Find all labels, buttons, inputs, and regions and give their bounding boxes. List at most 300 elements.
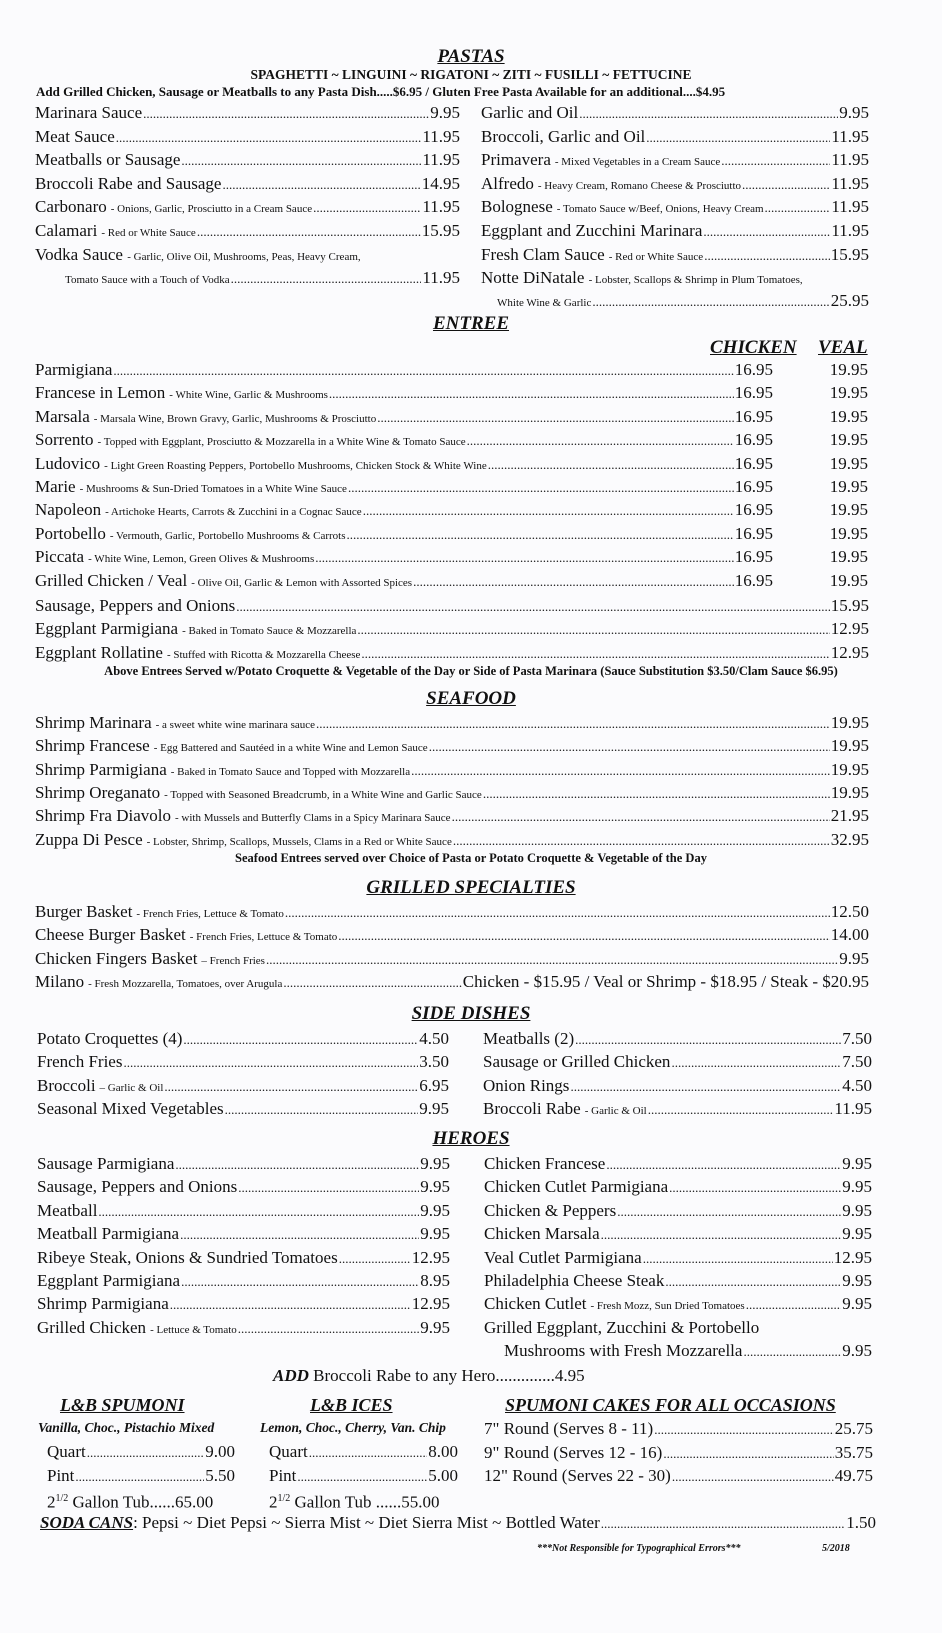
leader-dots xyxy=(181,148,421,173)
item-desc: - Baked in Tomato Sauce and Topped with Mozzarella xyxy=(170,765,411,778)
menu-item-row xyxy=(37,1199,450,1223)
item-name: Shrimp Oreganato xyxy=(35,782,161,802)
item-price: 9.95 xyxy=(420,1177,450,1197)
menu-item-row xyxy=(47,1440,235,1464)
menu-item-row xyxy=(35,923,869,947)
item-name: Pint xyxy=(269,1465,297,1485)
leader-dots xyxy=(266,947,838,972)
menu-item-row xyxy=(35,125,460,149)
leader-dots xyxy=(339,1246,411,1271)
item-price: 16.95 xyxy=(734,477,773,496)
veal-price: 19.95 xyxy=(829,383,868,403)
item-price: 16.95 xyxy=(734,570,773,590)
menu-item-row xyxy=(484,1175,872,1199)
item-name: Meatballs or Sausage xyxy=(35,150,181,170)
add-broccoli-rabe-note xyxy=(273,1364,585,1388)
leader-dots xyxy=(704,243,830,268)
veal-column-header: VEAL xyxy=(818,337,868,358)
item-price: 12.95 xyxy=(830,619,869,639)
item-name: Chicken Cutlet Parmigiana xyxy=(484,1177,669,1197)
menu-item-row xyxy=(484,1417,873,1441)
seafood-title: SEAFOOD xyxy=(426,688,516,709)
menu-item-row xyxy=(35,617,869,641)
soda-price: 1.50 xyxy=(846,1513,876,1532)
menu-item-row xyxy=(483,1050,872,1074)
item-price: 7.50 xyxy=(842,1052,872,1072)
item-desc: - Marsala Wine, Brown Gravy, Garlic, Mushrooms & Prosciutto xyxy=(93,412,377,425)
leader-dots xyxy=(452,804,830,829)
leader-dots xyxy=(646,125,830,150)
item-price: 11.95 xyxy=(422,150,460,170)
item-price: 4.50 xyxy=(419,1029,449,1048)
menu-item-row xyxy=(484,1292,872,1316)
leader-dots xyxy=(665,1269,841,1294)
leader-dots xyxy=(411,758,830,783)
item-price: 5.50 xyxy=(205,1465,235,1485)
spumoni-title: L&B SPUMONI xyxy=(60,1395,185,1415)
leader-dots xyxy=(123,1050,418,1075)
item-name: Francese in Lemon xyxy=(35,383,166,403)
item-name: 7" Round (Serves 8 - 11) xyxy=(484,1419,654,1438)
leader-dots xyxy=(579,101,838,126)
spumoni-flavors: Vanilla, Choc., Pistachio Mixed xyxy=(38,1420,215,1435)
leader-dots xyxy=(164,1074,418,1099)
leader-dots xyxy=(721,148,830,173)
item-name: Meatballs (2) xyxy=(483,1029,575,1048)
menu-item-row xyxy=(37,1292,450,1316)
leader-dots xyxy=(671,1050,841,1075)
item-desc: White Wine & Garlic xyxy=(497,297,592,309)
pastas-title: PASTAS xyxy=(437,46,505,67)
menu-item-row xyxy=(35,711,869,735)
menu-date: 5/2018 xyxy=(822,1543,850,1554)
item-name: Calamari xyxy=(35,221,98,240)
item-name: Fresh Clam Sauce xyxy=(481,244,605,264)
item-name: 9" Round (Serves 12 - 16) xyxy=(484,1442,663,1462)
disclaimer: ***Not Responsible for Typographical Errors*** xyxy=(537,1543,741,1554)
veal-price: 19.95 xyxy=(829,406,868,426)
item-price: 9.95 xyxy=(420,1154,450,1173)
item-price: 16.95 xyxy=(734,360,773,379)
item-name: Shrimp Fra Diavolo xyxy=(35,806,171,826)
item-desc: - a sweet white wine marinara sauce xyxy=(155,719,316,731)
item-desc: - Lettuce & Tomato xyxy=(150,1323,237,1336)
item-desc: - French Fries, Lettuce & Tomato xyxy=(136,908,284,920)
menu-item-row xyxy=(481,101,869,125)
ices-flavors: Lemon, Choc., Cherry, Van. Chip xyxy=(260,1420,446,1435)
grilled-title: GRILLED SPECIALTIES xyxy=(366,877,576,898)
item-name: Grilled Chicken xyxy=(37,1317,147,1337)
item-price: 9.95 xyxy=(420,1224,450,1244)
item-name: Pint xyxy=(47,1465,75,1485)
item-name: Grilled Chicken / Veal xyxy=(35,570,188,590)
item-price: 15.95 xyxy=(830,596,869,615)
item-desc: - Topped with Seasoned Breadcrumb, in a White Wine and Garlic Sauce xyxy=(164,788,482,801)
menu-item-row xyxy=(35,522,773,546)
item-price: 12.95 xyxy=(411,1247,450,1267)
item-price: 16.95 xyxy=(734,406,773,426)
item-price: 11.95 xyxy=(831,221,869,240)
item-name: Garlic and Oil xyxy=(481,103,579,122)
item-desc: – French Fries xyxy=(201,954,265,967)
menu-item-row xyxy=(37,1050,449,1074)
grilled-eggplant-hero-line2 xyxy=(504,1339,872,1363)
cakes-title: SPUMONI CAKES FOR ALL OCCASIONS xyxy=(505,1395,836,1415)
leader-dots xyxy=(765,195,831,220)
item-desc: - Vermouth, Garlic, Portobello Mushrooms & Carrots xyxy=(109,529,346,542)
item-name: Broccoli xyxy=(37,1075,96,1095)
item-price: 9.00 xyxy=(205,1442,235,1461)
item-desc: - Olive Oil, Garlic & Lemon with Assorted Spices xyxy=(191,576,413,589)
item-price: 11.95 xyxy=(831,126,869,146)
item-desc: - Red or White Sauce xyxy=(101,227,196,239)
item-desc: - Fresh Mozzarella, Tomatoes, over Arugula xyxy=(88,977,283,990)
item-price: 9.95 xyxy=(842,1271,872,1290)
veal-price: 19.95 xyxy=(829,430,868,450)
item-desc: - Garlic & Oil xyxy=(584,1104,647,1117)
item-name: Zuppa Di Pesce xyxy=(35,829,143,849)
item-name: Potato Croquettes (4) xyxy=(37,1029,183,1048)
leader-dots xyxy=(236,594,830,619)
leader-dots xyxy=(180,1222,419,1247)
menu-item-row xyxy=(37,1097,449,1121)
add-word: ADD xyxy=(273,1366,309,1385)
item-price: 14.95 xyxy=(421,173,460,193)
leader-dots xyxy=(648,1097,834,1122)
menu-item-row xyxy=(35,405,773,429)
item-desc: - White Wine, Lemon, Green Olives & Mushrooms xyxy=(88,553,315,566)
item-price: 9.95 xyxy=(842,1294,872,1314)
leader-dots xyxy=(663,1441,833,1466)
menu-item-row xyxy=(35,641,869,665)
item-price: 16.95 xyxy=(734,383,773,403)
leader-dots xyxy=(742,172,830,197)
menu-item-row xyxy=(481,148,869,172)
item-price: 12.50 xyxy=(830,902,869,921)
leader-dots xyxy=(575,1027,841,1052)
item-desc: - Stuffed with Ricotta & Mozzarella Cheese xyxy=(166,648,361,661)
item-price: 9.95 xyxy=(839,948,869,968)
item-name: Chicken Cutlet xyxy=(484,1294,587,1314)
tub-rest: Gallon Tub ......55.00 xyxy=(294,1492,440,1512)
item-price: 14.00 xyxy=(830,925,869,945)
leader-dots xyxy=(377,405,734,430)
menu-item-row xyxy=(35,594,869,618)
item-price: 12.95 xyxy=(411,1294,450,1314)
menu-item-row xyxy=(269,1464,458,1488)
item-name: Marinara Sauce xyxy=(35,103,143,122)
item-name: Milano xyxy=(35,971,85,991)
item-desc: - Fresh Mozz, Sun Dried Tomatoes xyxy=(590,1300,745,1313)
item-name: Alfredo xyxy=(481,173,534,193)
item-price: 25.75 xyxy=(834,1419,873,1438)
menu-item-row xyxy=(483,1027,872,1051)
item-price: 19.95 xyxy=(830,736,869,756)
leader-dots xyxy=(483,781,830,806)
item-price: 8.00 xyxy=(428,1442,458,1461)
item-price: 9.95 xyxy=(842,1341,872,1360)
item-name: Veal Cutlet Parmigiana xyxy=(484,1247,642,1267)
item-price: 6.95 xyxy=(419,1075,449,1095)
entree-title: ENTREE xyxy=(432,313,510,334)
menu-item-row xyxy=(35,569,773,593)
item-name: Sausage, Peppers and Onions xyxy=(37,1177,238,1197)
item-name: Shrimp Parmigiana xyxy=(35,759,167,779)
item-name: Parmigiana xyxy=(35,360,113,379)
menu-item-row xyxy=(484,1199,872,1223)
item-desc: - Egg Battered and Sautéed in a white Wine and Lemon Sauce xyxy=(153,742,428,755)
menu-item-row xyxy=(37,1269,450,1293)
item-desc: - Tomato Sauce w/Beef, Onions, Heavy Cream xyxy=(556,203,764,216)
item-name: Sorrento xyxy=(35,430,94,450)
leader-dots xyxy=(315,545,734,570)
leader-dots xyxy=(238,1316,419,1341)
menu-item-row xyxy=(481,195,869,219)
leader-dots xyxy=(338,923,829,948)
leader-dots xyxy=(743,1339,841,1364)
item-price: 12.95 xyxy=(833,1247,872,1267)
item-name: Cheese Burger Basket xyxy=(35,925,186,945)
item-name: Bolognese xyxy=(481,197,553,217)
leader-dots xyxy=(98,1199,419,1224)
menu-item-row xyxy=(35,804,869,828)
item-desc: - Topped with Eggplant, Prosciutto & Mozzarella in a White Wine & Tomato Sauce xyxy=(97,436,466,449)
item-price: 11.95 xyxy=(831,150,869,170)
menu-item-row xyxy=(35,758,869,782)
item-name: Eggplant and Zucchini Marinara xyxy=(481,221,703,240)
item-price: 15.95 xyxy=(421,221,460,240)
item-price: Chicken - $15.95 / Veal or Shrimp - $18.95 / Steak - $20.95 xyxy=(462,971,869,991)
item-price: 32.95 xyxy=(830,829,869,849)
item-price: 11.95 xyxy=(422,268,460,287)
item-price: 16.95 xyxy=(734,547,773,567)
veal-price: 19.95 xyxy=(829,477,868,496)
item-price: 19.95 xyxy=(830,782,869,802)
leader-dots xyxy=(592,289,829,314)
soda-cans-row xyxy=(40,1511,876,1535)
add-rest: Broccoli Rabe to any Hero..............4.95 xyxy=(313,1366,585,1385)
item-name: Primavera xyxy=(481,150,551,170)
item-name: Shrimp Francese xyxy=(35,736,150,756)
menu-item-row xyxy=(35,734,869,758)
leader-dots xyxy=(113,358,733,383)
item-desc: - Red or White Sauce xyxy=(608,250,704,263)
item-price: 9.95 xyxy=(842,1200,872,1220)
leader-dots xyxy=(570,1074,841,1099)
leader-dots xyxy=(357,617,829,642)
item-price: 49.75 xyxy=(834,1466,873,1485)
item-price: 25.95 xyxy=(830,291,869,310)
item-price: 7.50 xyxy=(842,1029,872,1048)
item-desc: - Mushrooms & Sun-Dried Tomatoes in a White Wine Sauce xyxy=(79,483,347,495)
item-price: 9.95 xyxy=(430,103,460,122)
item-name: Portobello xyxy=(35,523,106,543)
leader-dots xyxy=(313,195,421,220)
soda-text: : Pepsi ~ Diet Pepsi ~ Sierra Mist ~ Diet Sierra Mist ~ Bottled Water xyxy=(133,1513,600,1532)
menu-item-row xyxy=(484,1441,873,1465)
leader-dots xyxy=(672,1464,834,1489)
leader-dots xyxy=(316,711,830,736)
item-price: 5.00 xyxy=(428,1465,458,1485)
leader-dots xyxy=(413,569,734,594)
item-name: Broccoli Rabe and Sausage xyxy=(35,173,222,193)
notte-dinatale-line2 xyxy=(497,289,869,313)
menu-item-row xyxy=(483,1097,872,1121)
menu-item-row xyxy=(35,452,773,476)
menu-item-row xyxy=(35,947,869,971)
item-price: 21.95 xyxy=(830,806,869,826)
item-price: 9.95 xyxy=(842,1177,872,1197)
item-name: Eggplant Rollatine xyxy=(35,642,163,662)
item-price: 19.95 xyxy=(830,759,869,779)
item-price: 16.95 xyxy=(734,430,773,450)
menu-item-row xyxy=(37,1074,449,1098)
item-name: Vodka Sauce xyxy=(35,245,123,264)
menu-item-row xyxy=(484,1152,872,1176)
item-name: French Fries xyxy=(37,1052,123,1072)
leader-dots xyxy=(197,219,421,244)
menu-item-row xyxy=(37,1152,450,1176)
item-price: 9.95 xyxy=(842,1154,872,1173)
leader-dots xyxy=(703,219,830,244)
item-price: 11.95 xyxy=(834,1098,872,1118)
item-name: Chicken Fingers Basket xyxy=(35,948,198,968)
menu-item-row xyxy=(37,1316,450,1340)
item-price: 4.50 xyxy=(842,1075,872,1095)
leader-dots xyxy=(222,172,420,197)
item-name: Notte DiNatale xyxy=(481,268,585,287)
item-price: 11.95 xyxy=(422,126,460,146)
item-price: 9.95 xyxy=(420,1317,450,1337)
chicken-column-header: CHICKEN xyxy=(710,337,797,358)
item-name: Meatball Parmigiana xyxy=(37,1224,180,1244)
menu-item-row xyxy=(37,1246,450,1270)
veal-price: 19.95 xyxy=(829,523,868,543)
leader-dots xyxy=(606,1152,841,1177)
leader-dots xyxy=(347,522,734,547)
item-desc: – Garlic & Oil xyxy=(99,1081,164,1094)
menu-item-row xyxy=(35,172,460,196)
item-price: 15.95 xyxy=(830,244,869,264)
menu-item-row xyxy=(37,1027,449,1051)
leader-dots xyxy=(601,1511,846,1536)
item-price: 8.95 xyxy=(420,1271,450,1290)
leader-dots xyxy=(297,1464,427,1489)
item-price: 9.95 xyxy=(839,103,869,122)
leader-dots xyxy=(453,828,830,853)
menu-item-row xyxy=(35,545,773,569)
leader-dots xyxy=(181,1269,419,1294)
item-price: 16.95 xyxy=(734,523,773,543)
menu-item-row xyxy=(37,1175,450,1199)
item-desc: - Garlic, Olive Oil, Mushrooms, Peas, Heavy Cream, xyxy=(127,251,361,263)
item-price: 19.95 xyxy=(830,713,869,732)
item-name: Onion Rings xyxy=(483,1075,570,1095)
menu-item-row xyxy=(35,781,869,805)
menu-item-row xyxy=(35,148,460,172)
leader-dots xyxy=(467,428,734,453)
leader-dots xyxy=(348,475,734,500)
item-name: Sausage Parmigiana xyxy=(37,1154,175,1173)
leader-dots xyxy=(238,1175,419,1200)
leader-dots xyxy=(329,381,734,406)
menu-item-row xyxy=(481,219,869,243)
leader-dots xyxy=(225,1097,419,1122)
item-desc: - Lobster, Scallops & Shrimp in Plum Tomatoes, xyxy=(588,274,803,286)
item-desc: - French Fries, Lettuce & Tomato xyxy=(189,931,338,944)
leader-dots xyxy=(746,1292,842,1317)
item-name: Shrimp Marinara xyxy=(35,713,152,732)
item-name: 12" Round (Serves 22 - 30) xyxy=(484,1466,671,1485)
item-desc: - Heavy Cream, Romano Cheese & Prosciutto xyxy=(537,179,742,192)
menu-item-row xyxy=(35,358,773,382)
leader-dots xyxy=(309,1440,428,1465)
grilled-eggplant-hero-line1: Grilled Eggplant, Zucchini & Portobello xyxy=(484,1318,760,1337)
item-name: Sausage or Grilled Chicken xyxy=(483,1052,671,1072)
item-name: Quart xyxy=(47,1442,86,1461)
menu-item-row xyxy=(481,172,869,196)
menu-item-row xyxy=(484,1222,872,1246)
item-name: Quart xyxy=(269,1442,308,1461)
item-price: 9.95 xyxy=(842,1224,872,1244)
veal-price: 19.95 xyxy=(829,500,868,520)
item-name: Piccata xyxy=(35,547,85,567)
veal-price: 19.95 xyxy=(829,570,868,590)
menu-item-row xyxy=(47,1464,235,1488)
tub-whole: 2 xyxy=(47,1492,56,1512)
menu-item-row xyxy=(35,970,869,994)
leader-dots xyxy=(363,498,734,523)
item-name: Seasonal Mixed Vegetables xyxy=(37,1098,224,1118)
pasta-types: SPAGHETTI ~ LINGUINI ~ RIGATONI ~ ZITI ~ FUSILLI ~ FETTUCINE xyxy=(250,67,692,82)
leader-dots xyxy=(283,970,461,995)
vodka-sauce-line2 xyxy=(65,266,460,290)
item-price: 35.75 xyxy=(834,1442,873,1462)
item-name: Sausage, Peppers and Onions xyxy=(35,596,236,615)
seafood-note: Seafood Entrees served over Choice of Pasta or Potato Croquette & Vegetable of the Day xyxy=(235,851,707,865)
item-name: Chicken Marsala xyxy=(484,1224,600,1244)
leader-dots xyxy=(116,125,422,150)
item-name: Broccoli Rabe xyxy=(483,1098,581,1118)
veal-price: 19.95 xyxy=(829,453,868,473)
item-price: 16.95 xyxy=(734,500,773,520)
menu-item-row xyxy=(35,101,460,125)
pasta-addon-note: Add Grilled Chicken, Sausage or Meatballs to any Pasta Dish.....$6.95 / Gluten Free Pasta Available for an additional....$4.95 xyxy=(36,84,726,99)
menu-item-row xyxy=(35,475,773,499)
tub-fraction: 1/2 xyxy=(55,1493,69,1504)
leader-dots xyxy=(175,1152,419,1177)
item-price: 16.95 xyxy=(734,453,773,473)
leader-dots xyxy=(285,900,830,925)
leader-dots xyxy=(75,1464,204,1489)
item-name: Carbonaro xyxy=(35,197,107,217)
leader-dots xyxy=(601,1222,842,1247)
item-name: Ribeye Steak, Onions & Sundried Tomatoes xyxy=(37,1247,338,1267)
item-name: Marie xyxy=(35,477,76,496)
item-desc: - with Mussels and Butterfly Clams in a Spicy Marinara Sauce xyxy=(175,812,451,825)
menu-item-row xyxy=(35,195,460,219)
leader-dots xyxy=(429,734,830,759)
menu-item-row xyxy=(35,828,869,852)
soda-label: SODA CANS xyxy=(40,1513,134,1532)
menu-item-row xyxy=(35,900,869,924)
menu-item-row xyxy=(35,428,773,452)
item-price: 11.95 xyxy=(422,197,460,217)
item-desc: - Baked in Tomato Sauce & Mozzarella xyxy=(182,625,357,638)
leader-dots xyxy=(183,1027,418,1052)
leader-dots xyxy=(643,1246,833,1271)
leader-dots xyxy=(488,452,734,477)
